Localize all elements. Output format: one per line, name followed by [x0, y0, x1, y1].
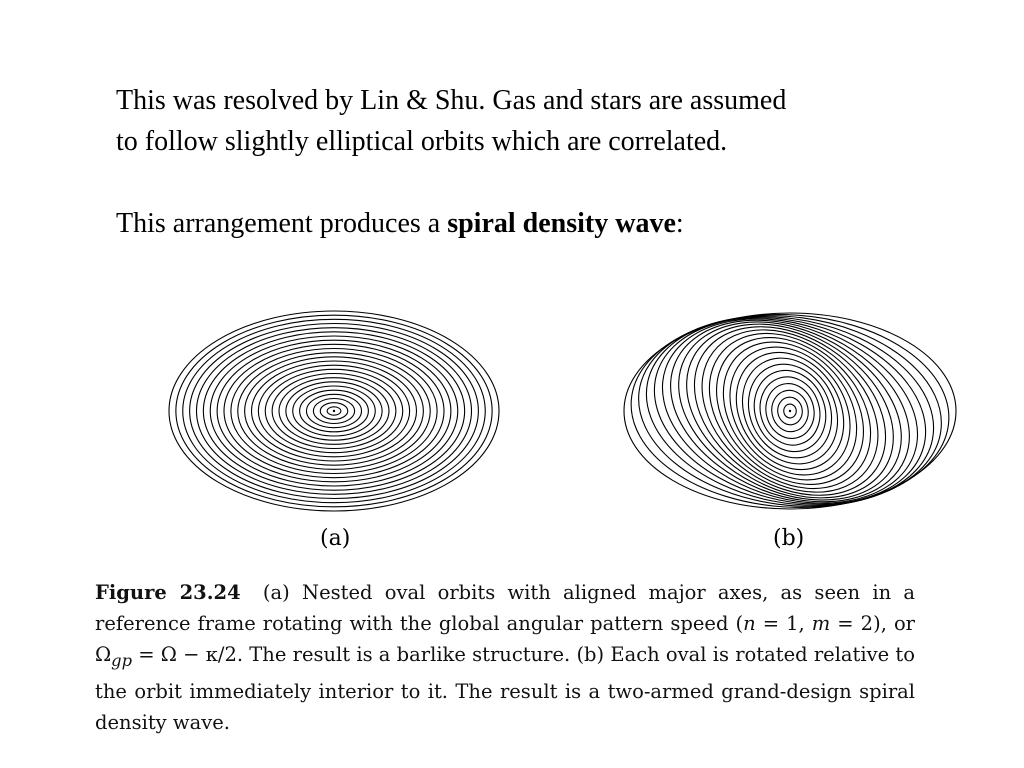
intro-line-2: to follow slightly elliptical orbits which are correlated.	[116, 126, 728, 157]
caption-n-value: = 1,	[755, 612, 812, 635]
caption-part-a: (a) Nested oval orbits with aligned major axes, as seen in a reference frame rotating with the global angular pattern speed (	[95, 581, 916, 635]
caption-omega-relation: = Ω − κ/2.	[131, 643, 244, 666]
orbit-center-dot	[789, 410, 791, 412]
density-wave-colon: :	[675, 208, 684, 239]
caption-subscript-gp: gp	[111, 650, 132, 670]
figure-caption	[95, 577, 915, 738]
caption-var-n: n	[743, 612, 756, 635]
caption-m-value: = 2), or Ω	[95, 612, 916, 666]
panel-b-label: (b)	[773, 526, 805, 551]
orbit-center-dot	[333, 410, 335, 412]
density-wave-lead: This arrangement produces a	[116, 208, 448, 239]
aligned-orbits-diagram	[169, 311, 499, 511]
caption-part-b: The result is a barlike structure. (b) Each oval is rotated relative to the orbit immediately interior to it. The result is a two-armed grand-design spiral density wave.	[95, 643, 915, 734]
intro-line-1: This was resolved by Lin & Shu. Gas and stars are assumed	[116, 85, 787, 116]
panel-a-label: (a)	[320, 526, 351, 551]
caption-title: Figure 23.24	[95, 581, 241, 604]
spiral-orbits-diagram	[624, 286, 956, 536]
caption-var-m: m	[811, 612, 831, 635]
density-wave-term: spiral density wave	[447, 208, 676, 239]
